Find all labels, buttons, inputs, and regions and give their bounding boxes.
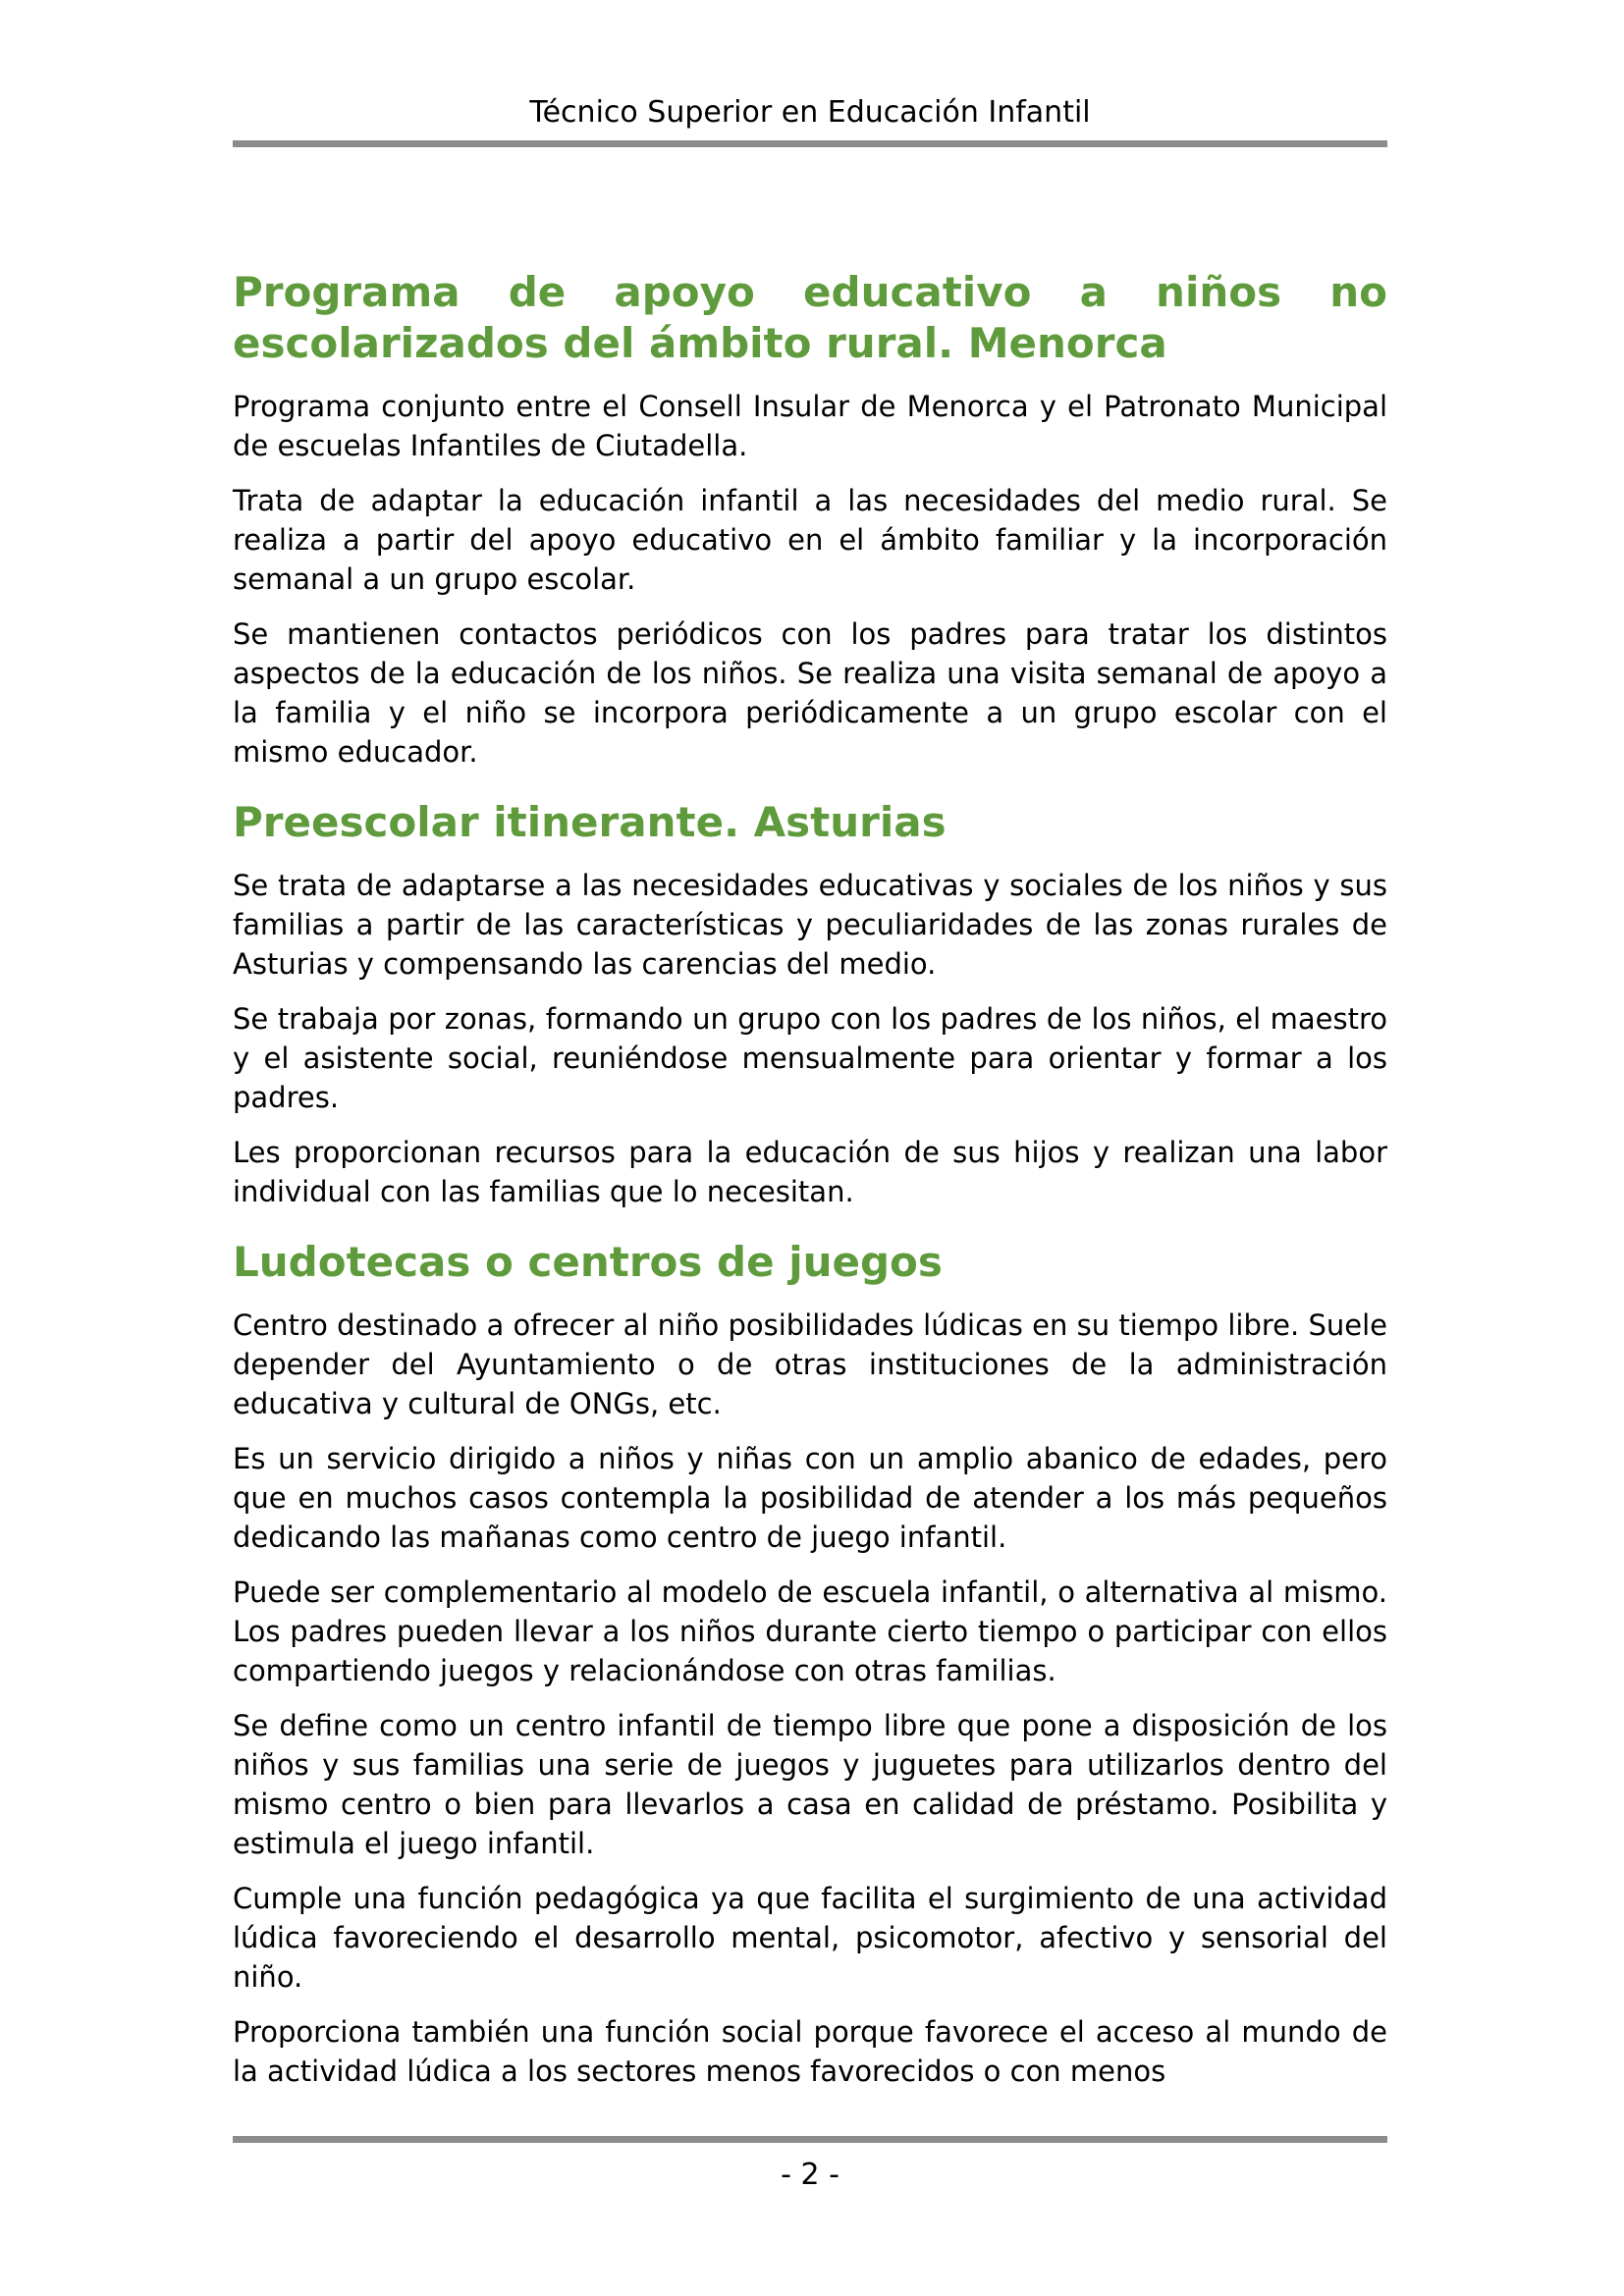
footer-rule xyxy=(233,2136,1387,2143)
heading-preescolar-itinerante: Preescolar itinerante. Asturias xyxy=(233,798,947,846)
heading-ludotecas: Ludotecas o centros de juegos xyxy=(233,1238,943,1286)
heading-programa-apoyo-educativo: Programa de apoyo educativo a niños no escolarizados del ámbito rural. Menorca xyxy=(233,268,1387,367)
paragraph: Trata de adaptar la educación infantil a las necesidades del medio rural. Se realiza a partir del apoyo educativo en el ámbito familiar y la incorporación semanal a un grupo escolar. xyxy=(233,484,1387,596)
header-title: Técnico Superior en Educación Infantil xyxy=(529,95,1091,130)
paragraph: Les proporcionan recursos para la educación de sus hijos y realizan una labor individual con las familias que lo necesitan. xyxy=(233,1136,1387,1208)
page-number: - 2 - xyxy=(781,2158,839,2192)
paragraph: Programa conjunto entre el Consell Insular de Menorca y el Patronato Municipal de escuelas Infantiles de Ciutadella. xyxy=(233,390,1387,462)
paragraph: Se mantienen contactos periódicos con los padres para tratar los distintos aspectos de la educación de los niños. Se realiza una visita semanal de apoyo a la familia y el niño se incorpora periódicamente a un grupo escolar con el mismo educador. xyxy=(233,617,1387,769)
paragraph: Se define como un centro infantil de tiempo libre que pone a disposición de los niños y sus familias una serie de juegos y juguetes para utilizarlos dentro del mismo centro o bien para llevarlos a casa en calidad de préstamo. Posibilita y estimula el juego infantil. xyxy=(233,1709,1387,1860)
header-rule xyxy=(233,140,1387,147)
page-body xyxy=(233,267,1387,2091)
page-content xyxy=(233,0,1387,2107)
paragraph: Se trata de adaptarse a las necesidades educativas y sociales de los niños y sus familias a partir de las características y peculiaridades de las zonas rurales de Asturias y compensando las carencias del medio. xyxy=(233,869,1387,981)
paragraph: Centro destinado a ofrecer al niño posibilidades lúdicas en su tiempo libre. Suele depender del Ayuntamiento o de otras instituciones de la administración educativa y cultural de ONGs, etc. xyxy=(233,1308,1387,1420)
paragraph: Proporciona también una función social porque favorece el acceso al mundo de la actividad lúdica a los sectores menos favorecidos o con menos xyxy=(233,2015,1387,2088)
page-header xyxy=(233,93,1387,147)
paragraph: Cumple una función pedagógica ya que facilita el surgimiento de una actividad lúdica favoreciendo el desarrollo mental, psicomotor, afectivo y sensorial del niño. xyxy=(233,1882,1387,1994)
page-footer xyxy=(233,2136,1387,2195)
paragraph: Puede ser complementario al modelo de escuela infantil, o alternativa al mismo. Los padres pueden llevar a los niños durante cierto tiempo o participar con ellos compartiendo juegos y relacionándose con otras familias. xyxy=(233,1575,1387,1687)
paragraph: Es un servicio dirigido a niños y niñas con un amplio abanico de edades, pero que en muchos casos contempla la posibilidad de atender a los más pequeños dedicando las mañanas como centro de juego infantil. xyxy=(233,1442,1387,1554)
paragraph: Se trabaja por zonas, formando un grupo con los padres de los niños, el maestro y el asistente social, reuniéndose mensualmente para orientar y formar a los padres. xyxy=(233,1002,1387,1114)
